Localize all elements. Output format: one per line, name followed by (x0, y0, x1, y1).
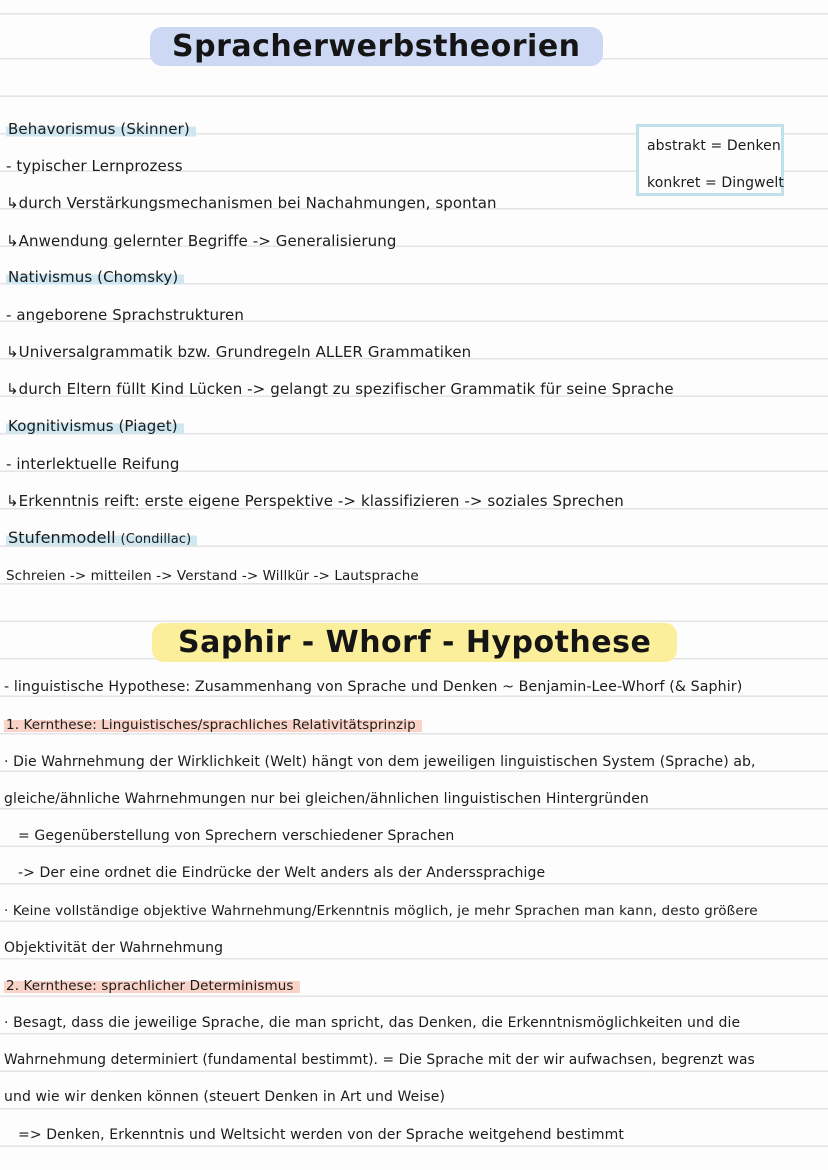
nativ-line-1: - angeborene Sprachstrukturen (6, 306, 244, 324)
heading-kernthese-1: 1. Kernthese: Linguistisches/sprachliches Relativitätsprinzip (4, 715, 422, 735)
stufen-heading-text: Stufenmodell (8, 528, 116, 547)
section-title-saphir-whorf: Saphir - Whorf - Hypothese (152, 624, 677, 662)
sw-intro: - linguistische Hypothese: Zusammenhang von Sprache und Denken ~ Benjamin-Lee-Whorf (& Saphir) (4, 679, 743, 695)
stufen-author: (Condillac) (120, 532, 192, 547)
nativ-line-3: ↳durch Eltern füllt Kind Lücken -> gelangt zu spezifischer Grammatik für seine Sprache (6, 380, 674, 398)
nativ-line-2: ↳Universalgrammatik bzw. Grundregeln ALLER Grammatiken (6, 343, 472, 361)
definition-box (636, 124, 784, 196)
k1-line-5: · Keine vollständige objektive Wahrnehmung/Erkenntnis möglich, je mehr Sprachen man kann, desto größere (4, 903, 758, 919)
k2-line-2: Wahrnehmung determiniert (fundamental bestimmt). = Die Sprache mit der wir aufwachsen, begrenzt was (4, 1052, 755, 1068)
k2-line-3: und wie wir denken können (steuert Denken in Art und Weise) (4, 1089, 446, 1105)
heading-nativismus: Nativismus (Chomsky) (6, 267, 184, 287)
k1-line-3: = Gegenüberstellung von Sprechern verschiedener Sprachen (18, 828, 455, 844)
heading-stufenmodell (6, 528, 197, 550)
k2-line-4: => Denken, Erkenntnis und Weltsicht werden von der Sprache weitgehend bestimmt (18, 1127, 624, 1143)
k1-line-2: gleiche/ähnliche Wahrnehmungen nur bei gleichen/ähnlichen linguistischen Hintergründen (4, 791, 649, 807)
box-line-abstrakt: abstrakt = Denken (647, 138, 781, 154)
behav-line-2: ↳durch Verstärkungsmechanismen bei Nachahmungen, spontan (6, 194, 497, 212)
heading-kernthese-2: 2. Kernthese: sprachlicher Determinismus (4, 976, 300, 996)
k1-line-1: · Die Wahrnehmung der Wirklichkeit (Welt) hängt von dem jeweiligen linguistischen System (Sprache) ab, (4, 754, 756, 770)
behav-line-1: - typischer Lernprozess (6, 157, 183, 175)
k1-line-4: -> Der eine ordnet die Eindrücke der Welt anders als der Anderssprachige (18, 865, 546, 881)
stufen-line-1: Schreien -> mitteilen -> Verstand -> Willkür -> Lautsprache (6, 568, 419, 584)
kogn-line-2: ↳Erkenntnis reift: erste eigene Perspektive -> klassifizieren -> soziales Sprechen (6, 492, 624, 510)
title-highlight: Spracherwerbstheorien (150, 27, 603, 66)
k1-line-6: Objektivität der Wahrnehmung (4, 940, 224, 956)
kogn-line-1: - interlektuelle Reifung (6, 455, 180, 473)
heading-kognitivismus: Kognitivismus (Piaget) (6, 416, 184, 436)
k2-line-1: · Besagt, dass die jeweilige Sprache, die man spricht, das Denken, die Erkenntnismöglichkeiten und die (4, 1015, 741, 1031)
box-line-konkret: konkret = Dingwelt (647, 175, 785, 191)
heading-behaviorismus: Behavorismus (Skinner) (6, 119, 196, 139)
behav-line-3: ↳Anwendung gelernter Begriffe -> Generalisierung (6, 232, 397, 250)
page-title (150, 28, 603, 66)
